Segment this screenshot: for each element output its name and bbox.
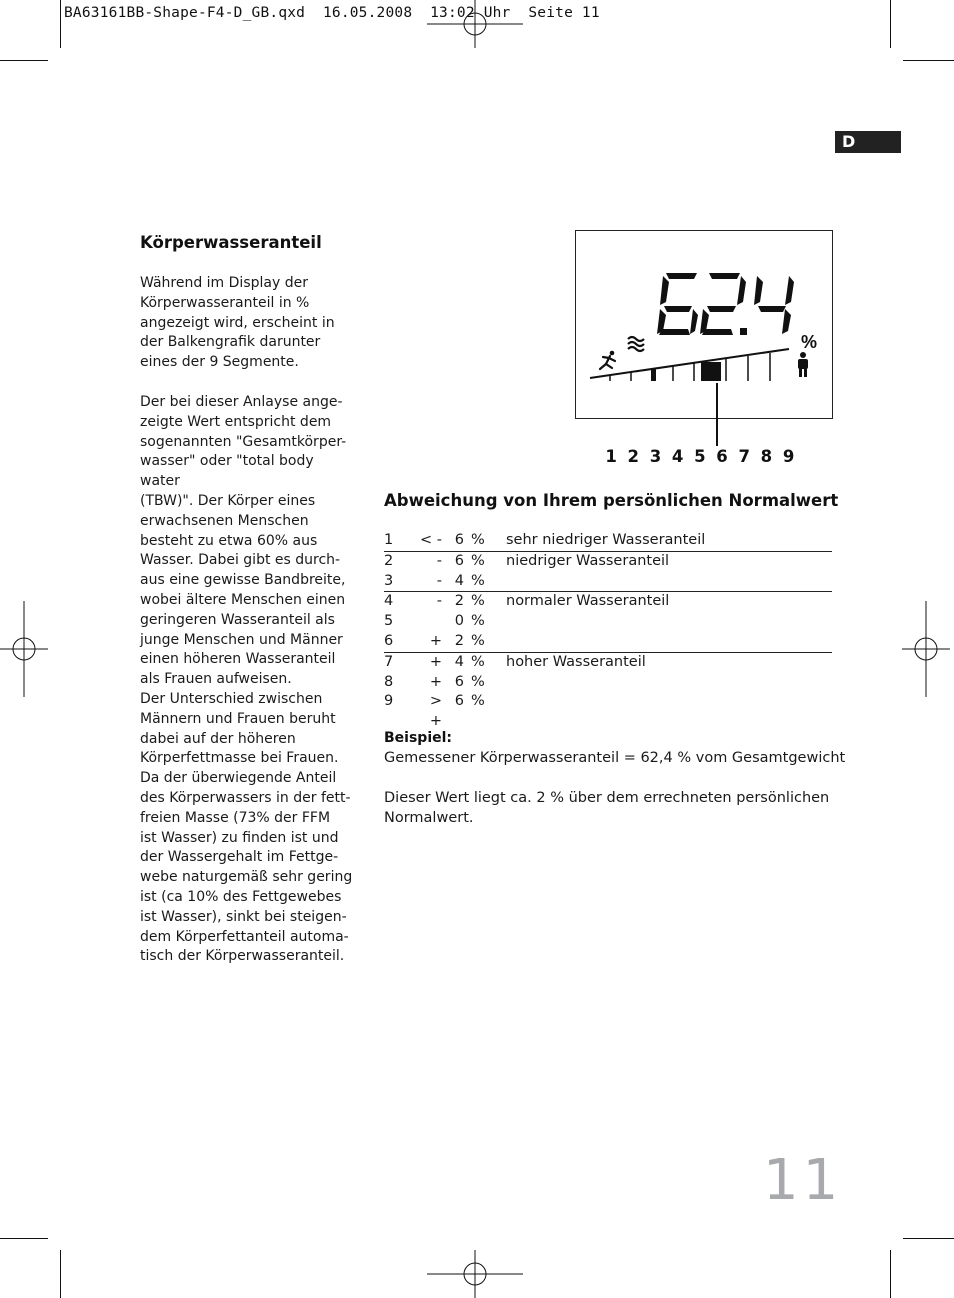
example-line: Gemessener Körperwasseranteil = 62,4 % vom Gesamtgewicht	[384, 750, 846, 766]
registration-mark-bottom	[427, 1250, 523, 1298]
value-cell: 2	[452, 632, 464, 652]
segment-number-cell: 8	[384, 673, 394, 690]
segment-label: 4	[671, 447, 684, 466]
segment-label: 7	[738, 447, 750, 466]
table-row	[384, 572, 832, 592]
sign-cell: > +	[429, 693, 442, 730]
segment-number-row	[600, 447, 800, 466]
conclusion-text: Dieser Wert liegt ca. 2 % über dem errechneten persönlichen Normalwert.	[384, 790, 830, 826]
percent-unit-text: %	[801, 332, 818, 352]
description-cell: normaler Wasseranteil	[506, 593, 670, 610]
description-cell: sehr niedriger Wasseranteil	[506, 531, 832, 551]
segment-number-cell: 5	[384, 613, 394, 630]
segment-label: 2	[627, 447, 640, 466]
segment-number-cell: 6	[384, 632, 416, 652]
segment-number-cell: 4	[384, 593, 394, 610]
registration-mark-right	[902, 601, 950, 697]
table-row	[384, 612, 832, 632]
percent-cell: %	[471, 552, 485, 569]
value-cell: 0	[454, 613, 464, 630]
segment-number-cell: 1	[384, 531, 416, 551]
file-header-line: BA63161BB-Shape-F4-D_GB.qxd 16.05.2008 13:02 Uhr Seite 11	[64, 5, 600, 21]
description-cell	[506, 572, 832, 592]
value-cell: 6	[454, 693, 464, 710]
description-cell	[506, 673, 832, 693]
segment-number-cell: 3	[384, 572, 416, 592]
table-row	[384, 592, 832, 612]
paragraph-3: Der Unterschied zwischen Männern und Frauen beruht dabei auf der höheren Körperfettmasse bei Frauen. Da der überwiegende Anteil des Körperwassers in der fett- freien Masse (73% der FFM ist Wasser) zu finden ist und der Wassergehalt im Fettge- webe naturgemäß sehr gering ist (ca 10% des Fettgewebes ist Wasser), sinkt bei steigen- dem Körperfettanteil automa- tisch der Körperwasseranteil.	[140, 691, 353, 965]
page-number: 11	[763, 1148, 843, 1213]
percent-cell: %	[471, 613, 485, 630]
percent-cell: %	[471, 693, 485, 710]
description-cell	[506, 692, 832, 732]
example-label: Beispiel:	[384, 730, 453, 746]
segment-label: 5	[694, 447, 706, 466]
description-cell	[506, 632, 832, 652]
table-row	[384, 692, 832, 732]
sign-cell: +	[429, 673, 442, 690]
bar-segments	[610, 353, 770, 381]
sign-cell: +	[429, 653, 442, 670]
sign-cell: +	[416, 632, 452, 652]
lcd-digits	[657, 273, 794, 335]
sign-cell: -	[436, 552, 442, 569]
value-cell: 6	[454, 552, 464, 569]
value-cell: 6	[454, 673, 464, 690]
registration-mark-left	[0, 601, 48, 697]
sign-cell: < -	[416, 531, 452, 551]
paragraph-1: Während im Display der Körperwasseranteil in % angezeigt wird, erscheint in der Balkengrafik darunter eines der 9 Segmente.	[140, 275, 335, 371]
section-title-body-water: Körperwasseranteil	[140, 233, 322, 252]
table-row	[384, 551, 832, 571]
percent-cell: %	[471, 653, 485, 670]
segment-label: 3	[649, 447, 662, 466]
segment-number-cell: 2	[384, 552, 394, 569]
paragraph-2: Der bei dieser Anlayse ange- zeigte Wert entspricht dem sogenannten "Gesamtkörper- wasser" oder "total body water (TBW)". Der Körper eines erwachsenen Menschen besteht zu etwa 60% aus Wasser. Dabei gibt es durch- aus eine gewisse Bandbreite, wobei ältere Menschen einen geringeren Wasseranteil als junge Menschen und Männer einen höheren Wasseranteil als Frauen aufweisen.	[140, 394, 347, 688]
segment-number-cell: 9	[384, 693, 394, 710]
table-row	[384, 531, 832, 551]
table-row	[384, 632, 832, 652]
sign-cell	[416, 612, 452, 632]
description-cell	[506, 612, 832, 632]
table-row	[384, 673, 832, 693]
person-icon	[798, 352, 808, 377]
sign-cell: -	[416, 572, 452, 592]
percent-cell: %	[464, 531, 506, 551]
value-cell: 4	[454, 653, 464, 670]
segment-label: 6	[716, 447, 728, 466]
table-row	[384, 652, 832, 672]
segment-pointer-extension	[715, 418, 719, 446]
percent-cell: %	[464, 632, 506, 652]
runner-icon	[600, 351, 615, 369]
segment-number-cell: 7	[384, 653, 394, 670]
value-cell: 6	[452, 531, 464, 551]
segment-label: 8	[760, 447, 773, 466]
section-title-deviation: Abweichung von Ihrem persönlichen Normalwert	[384, 491, 839, 510]
percent-cell: %	[471, 673, 485, 690]
description-cell: hoher Wasseranteil	[506, 653, 646, 670]
display-graphic	[576, 231, 832, 418]
scale-display	[575, 230, 833, 419]
segment-label: 1	[605, 447, 617, 466]
percent-cell: %	[471, 593, 485, 610]
deviation-table	[384, 531, 832, 732]
percent-cell: %	[464, 572, 506, 592]
water-waves-icon	[628, 337, 644, 351]
value-cell: 2	[454, 593, 464, 610]
sign-cell: -	[436, 593, 442, 610]
language-tab: D	[835, 131, 901, 153]
segment-label: 9	[782, 447, 795, 466]
value-cell: 4	[452, 572, 464, 592]
description-cell: niedriger Wasseranteil	[506, 552, 670, 569]
